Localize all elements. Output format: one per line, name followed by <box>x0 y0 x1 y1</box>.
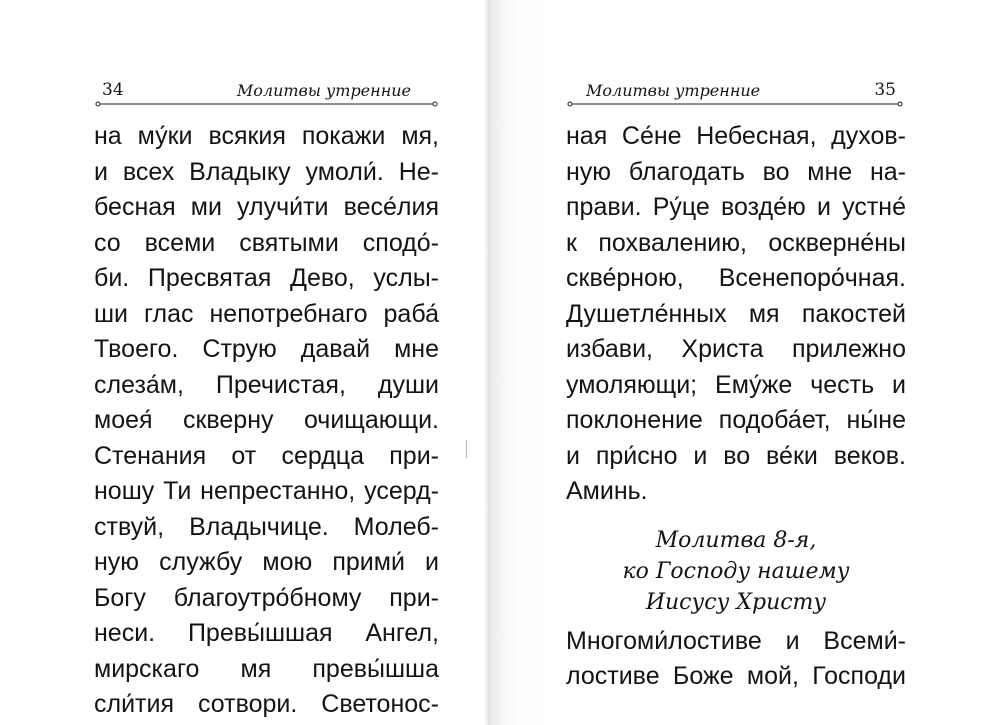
text-line: Стенания от сердца при- <box>94 441 439 470</box>
text-line: на му́ки всякия покажи мя, <box>94 122 439 150</box>
right-page-header <box>566 80 904 106</box>
left-page <box>0 0 490 725</box>
left-page-text <box>94 119 439 723</box>
header-ornament-rule <box>94 101 439 105</box>
left-page-header <box>94 80 439 106</box>
text-line: бесная ми улучи́ти весе́лия <box>94 193 439 221</box>
text-line: скве́рною, Всенепоро́чная. <box>566 264 906 292</box>
text-line: Твоего. Струю давай мне <box>94 335 439 363</box>
text-line: ная Се́не Небесная, духов- <box>566 122 906 150</box>
text-line: би. Пресвятая Дево, услы- <box>94 264 439 292</box>
right-page-text <box>566 119 906 695</box>
text-line: к похвалению, оскверне́ны <box>566 228 906 257</box>
text-line: Душетле́нных мя пакостей <box>566 299 906 328</box>
text-line: Аминь. <box>566 477 648 505</box>
prayer-title <box>566 525 906 618</box>
prayer-title-line: Иисусу Христу <box>645 589 827 615</box>
text-line: мирскаго мя превы́шша <box>94 654 439 683</box>
page-number: 35 <box>874 80 896 100</box>
text-line: неси. Превы́шшая Ангел, <box>94 619 439 647</box>
page-number: 34 <box>102 80 124 100</box>
text-line: умоляющи; Ему́же честь и <box>566 370 906 399</box>
prayer-title-line: Молитва 8-я, <box>655 527 817 553</box>
text-line: слеза́м, Пречистая, души <box>94 370 439 399</box>
text-line: прави. Ру́це возде́ю и устне́ <box>566 193 906 221</box>
running-title: Молитвы утренние <box>236 81 411 100</box>
text-line: ношу Ти непрестанно, усерд- <box>94 477 439 505</box>
text-line: со всеми святыми сподо́- <box>94 228 439 257</box>
text-line: ствуй, Владычице. Молеб- <box>94 512 439 541</box>
header-ornament-rule <box>566 101 904 105</box>
text-line: сли́тия сотвори. Светонос- <box>94 690 439 718</box>
text-line: и при́сно и во ве́ки веков. <box>566 441 906 470</box>
text-line: и всех Владыку умоли́. Не- <box>94 157 439 186</box>
text-line: ную службу мою прими́ и <box>94 548 439 576</box>
text-line: моея́ скверну очищающи. <box>94 406 439 434</box>
text-line: ши глас непотребнаго раба́ <box>94 299 439 328</box>
text-line: Богу благоутро́бному при- <box>94 583 439 612</box>
text-line: лостиве Боже мой, Господи <box>566 662 906 690</box>
text-line: избави, Христа прилежно <box>566 335 906 363</box>
page-mark <box>466 440 467 458</box>
running-title: Молитвы утренние <box>586 81 761 100</box>
text-line: ную благодать во мне на- <box>566 157 906 186</box>
text-line: Многоми́лостиве и Всеми́- <box>566 626 906 655</box>
prayer-title-line: ко Господу нашему <box>622 558 850 584</box>
text-line: поклонение подоба́ет, ны́не <box>566 406 906 434</box>
